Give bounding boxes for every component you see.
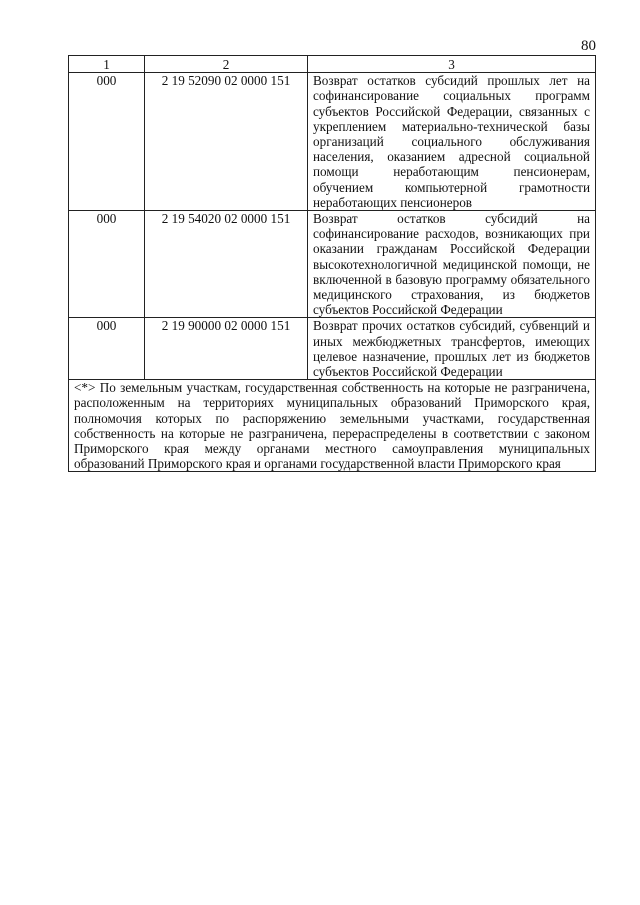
table-header-row — [69, 56, 596, 73]
table-row — [69, 73, 596, 211]
kbk-code-cell: 2 19 54020 02 0000 151 — [145, 211, 308, 318]
budget-codes-table — [68, 55, 596, 472]
column-header-1: 1 — [69, 56, 145, 73]
column-header-3: 3 — [308, 56, 596, 73]
table-row — [69, 211, 596, 318]
admin-code-cell: 000 — [69, 73, 145, 211]
admin-code-cell: 000 — [69, 211, 145, 318]
description-cell: Возврат остатков субсидий прошлых лет на софинансирование социальных программ субъектов Российской Федерации, связанных с укреплением материально-технической базы организаций социального обслуживания населения, оказанием адресной социальной помощи неработающим пенсионерам, обучением компьютерной грамотности неработающих пенсионеров — [308, 73, 596, 211]
footnote-row — [69, 380, 596, 472]
kbk-code-cell: 2 19 52090 02 0000 151 — [145, 73, 308, 211]
footnote-text: <*> По земельным участкам, государственная собственность на которые не разграничена, расположенным на территориях муниципальных образований Приморского края, полномочия которых по распоряжению земельными участками, государственная собственность на которые не разграничена, перераспределены в соответствии с законом Приморского края между органами местного самоуправления муниципальных образований Приморского края и органами государственной власти Приморского края — [69, 380, 596, 472]
kbk-code-cell: 2 19 90000 02 0000 151 — [145, 318, 308, 380]
page-number: 80 — [581, 38, 596, 54]
column-header-2: 2 — [145, 56, 308, 73]
admin-code-cell: 000 — [69, 318, 145, 380]
description-cell: Возврат прочих остатков субсидий, субвенций и иных межбюджетных трансфертов, имеющих целевое назначение, прошлых лет из бюджетов субъектов Российской Федерации — [308, 318, 596, 380]
description-cell: Возврат остатков субсидий на софинансирование расходов, возникающих при оказании гражданам Российской Федерации высокотехнологичной медицинской помощи, не включенной в базовую программу обязательного медицинского страхования, из бюджетов субъектов Российской Федерации — [308, 211, 596, 318]
table-row — [69, 318, 596, 380]
